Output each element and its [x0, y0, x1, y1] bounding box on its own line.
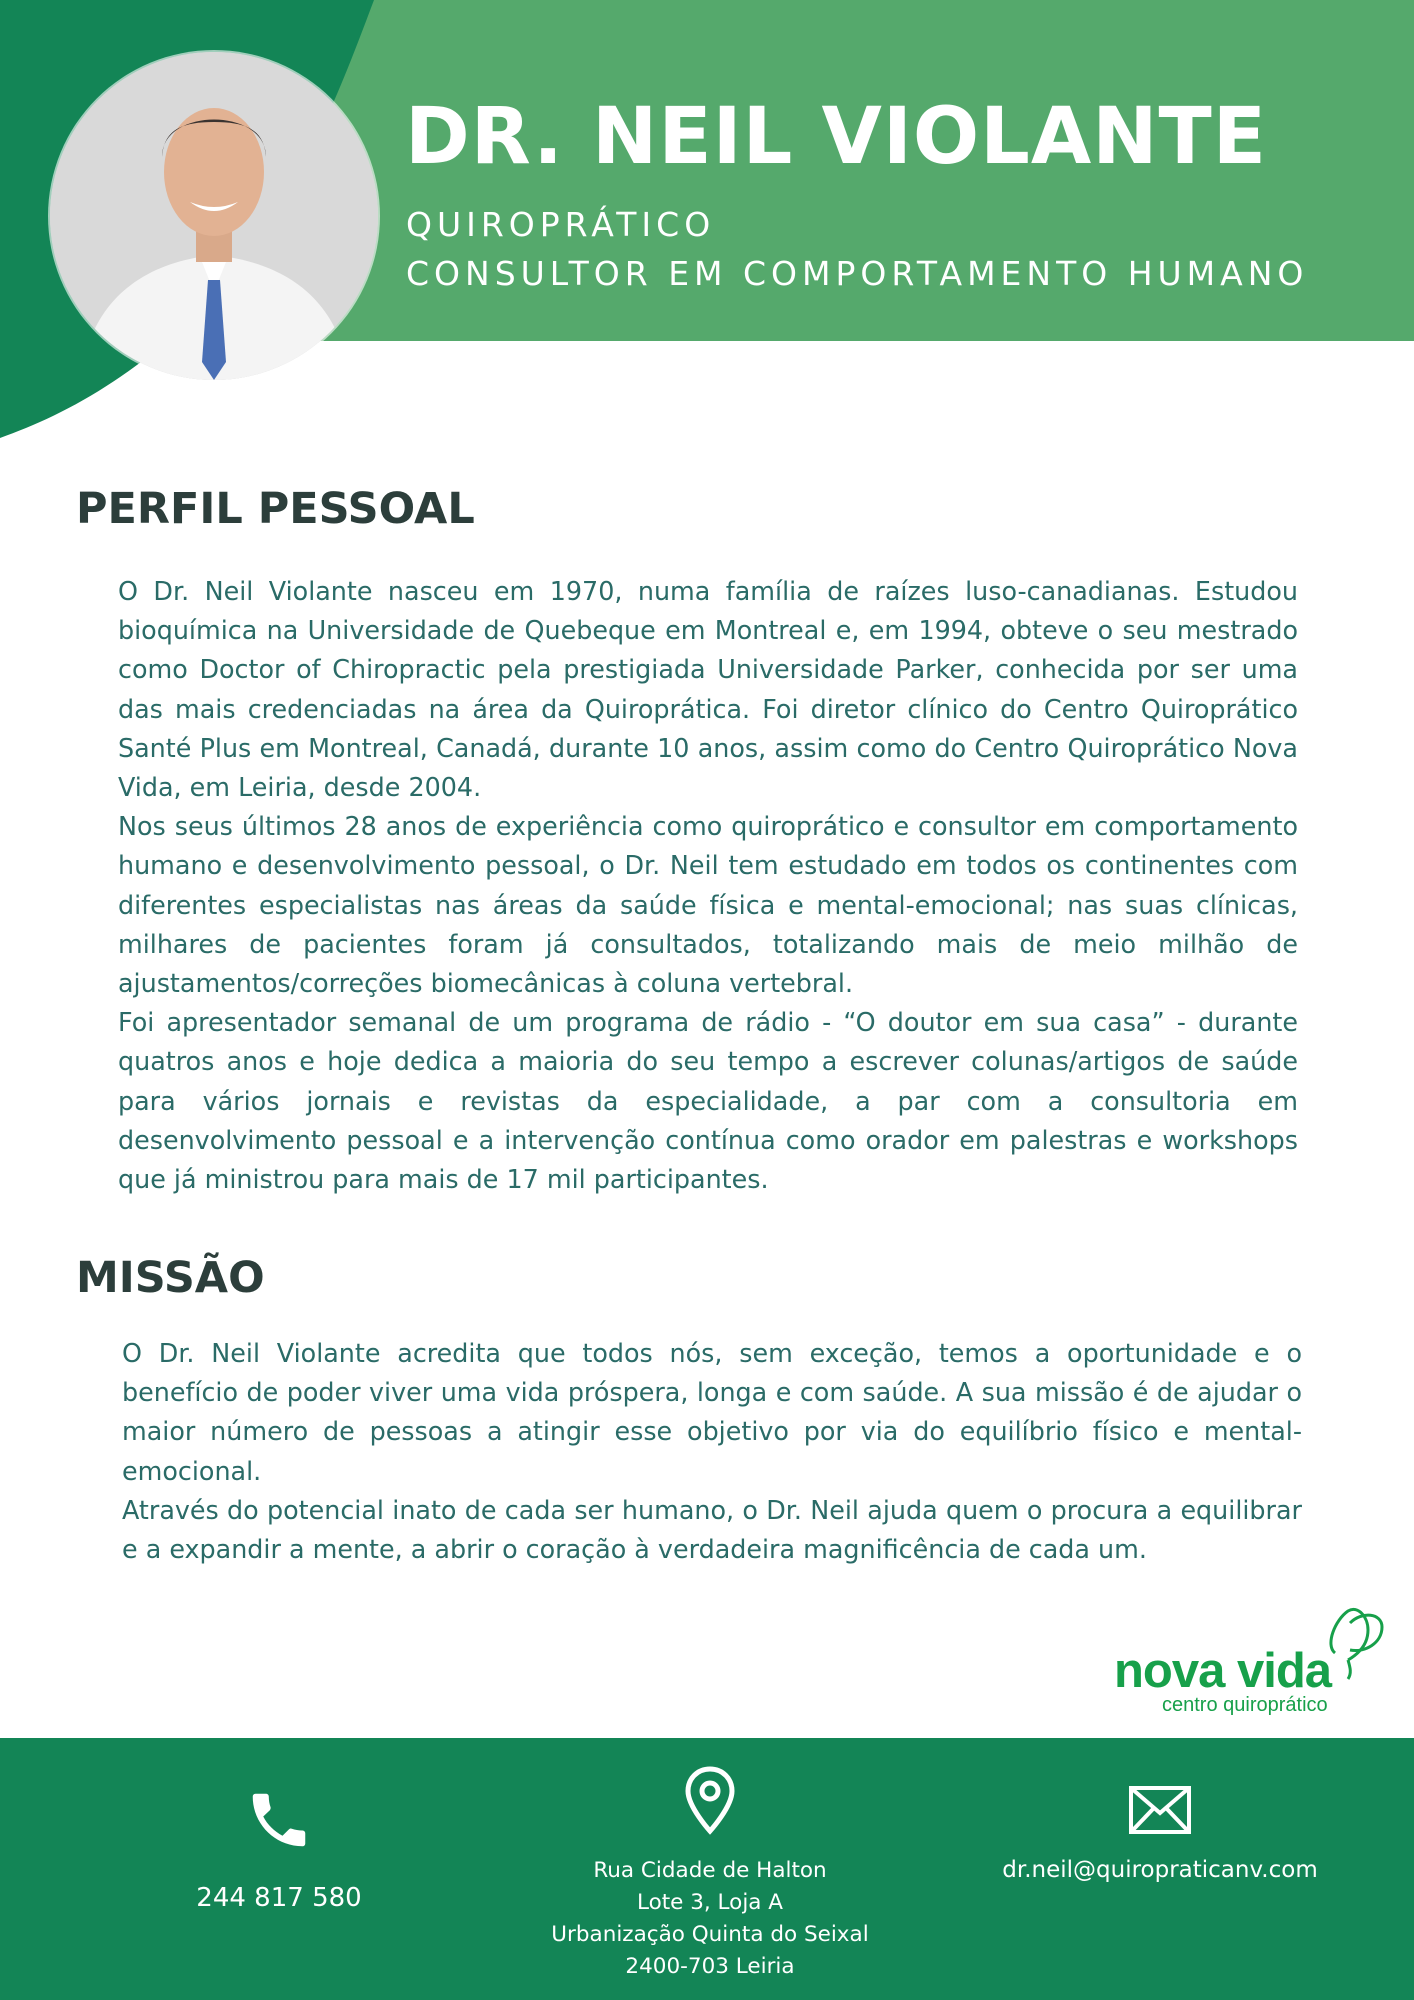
phone-icon: [244, 1785, 314, 1855]
logo-tagline: centro quiroprático: [1162, 1694, 1328, 1716]
mission-paragraph: O Dr. Neil Violante acredita que todos nós, sem exceção, temos a oportunidade e o benefício de poder viver uma vida próspera, longa e com saúde. A sua missão é de ajudar o maior número de pessoas a atingir esse objetivo por via do equilíbrio físico e mental-emocional.: [122, 1338, 1302, 1486]
address-line: 2400-703 Leiria: [625, 1954, 795, 1979]
email-contact: [960, 1785, 1360, 1883]
mission-body: [122, 1334, 1302, 1569]
address-line: Lote 3, Loja A: [636, 1890, 784, 1915]
mission-paragraph: Através do potencial inato de cada ser humano, o Dr. Neil ajuda quem o procura a equilibrar e a expandir a mente, a abrir o coração à verdadeira magnificência de cada um.: [122, 1494, 1302, 1565]
address-lines: [520, 1855, 900, 1983]
profile-paragraph: Nos seus últimos 28 anos de experiência como quiroprático e consultor em comportamento humano e desenvolvimento pessoal, o Dr. Neil tem estudado em todos os continentes com diferentes especialistas nas áreas da saúde física e mental-emocional; nas suas clínicas, milhares de pacientes foram já consultados, totalizando mais de meio milhão de ajustamentos/correções biomecânicas à coluna vertebral.: [118, 811, 1298, 999]
phone-number[interactable]: 244 817 580: [196, 1883, 362, 1913]
profile-paragraph: O Dr. Neil Violante nasceu em 1970, numa família de raízes luso-canadianas. Estudou bioquímica na Universidade de Quebeque em Montreal e, em 1994, obteve o seu mestrado como Doctor of Chiropractic pela prestigiada Universidade Parker, conhecida por ser uma das mais credenciadas na área da Quiroprática. Foi diretor clínico do Centro Quiroprático Santé Plus em Montreal, Canadá, durante 10 anos, assim como do Centro Quiroprático Nova Vida, em Leiria, desde 2004.: [118, 576, 1298, 803]
logo-name: nova vida: [1114, 1644, 1332, 1698]
profile-body: [118, 572, 1298, 1199]
doctor-name: DR. NEIL VIOLANTE: [405, 92, 1268, 182]
address-line: Urbanização Quinta do Seixal: [551, 1922, 869, 1947]
mission-section-title: MISSÃO: [76, 1253, 265, 1303]
envelope-icon: [1128, 1785, 1192, 1835]
location-pin-icon: [682, 1765, 738, 1837]
profile-section-title: PERFIL PESSOAL: [76, 484, 475, 534]
address-line: Rua Cidade de Halton: [593, 1858, 827, 1883]
phone-contact: [179, 1785, 379, 1913]
email-address[interactable]: dr.neil@quiropraticanv.com: [1002, 1857, 1318, 1883]
subtitle-consultant: CONSULTOR EM COMPORTAMENTO HUMANO: [406, 254, 1309, 293]
profile-paragraph: Foi apresentador semanal de um programa de rádio - “O doutor em sua casa” - durante quatros anos e hoje dedica a maioria do seu tempo a escrever colunas/artigos de saúde para vários jornais e revistas da especialidade, a par com a consultoria em desenvolvimento pessoal e a intervenção contínua como orador em palestras e workshops que já ministrou para mais de 17 mil participantes.: [118, 1007, 1298, 1195]
address-contact: [520, 1765, 900, 1983]
nova-vida-logo: [1110, 1605, 1400, 1720]
profile-photo: [50, 52, 378, 380]
subtitle-chiropractor: QUIROPRÁTICO: [406, 205, 716, 244]
